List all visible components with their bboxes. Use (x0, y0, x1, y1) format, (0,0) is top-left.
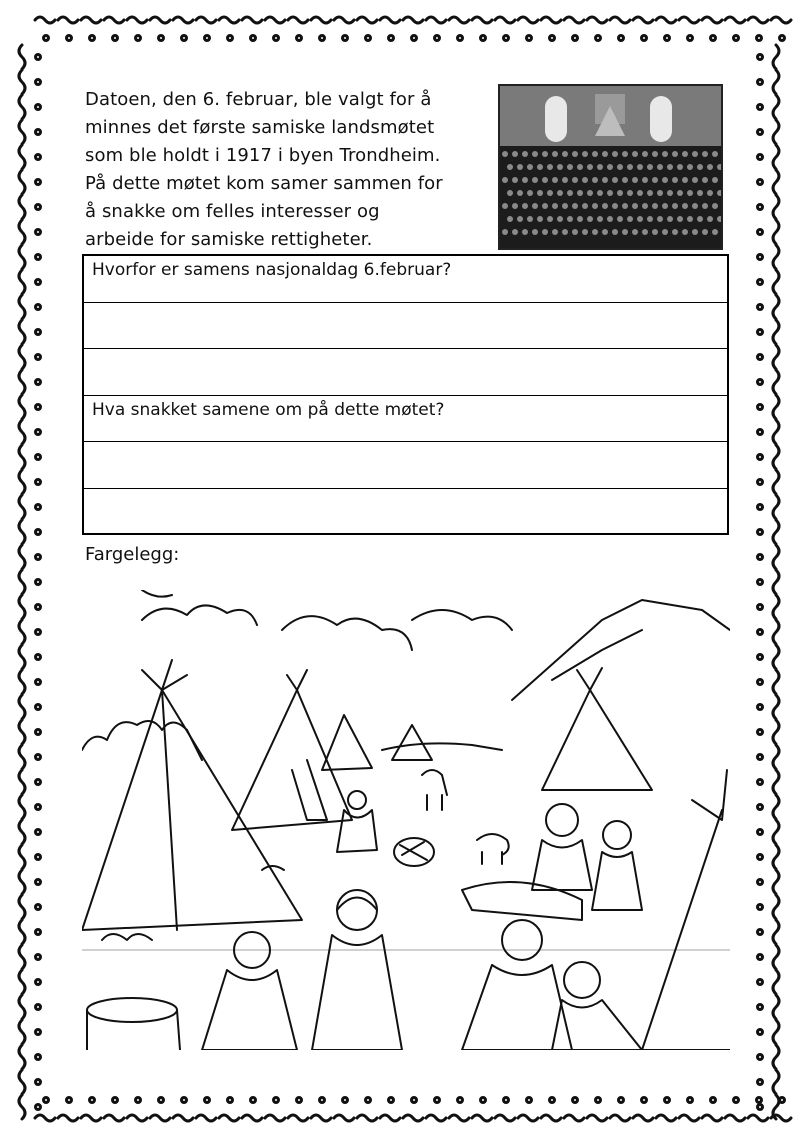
sami-camp-coloring-illustration-icon (82, 590, 730, 1050)
answer-line[interactable] (84, 303, 727, 350)
intro-paragraph: Datoen, den 6. februar, ble valgt for å minnes det første samiske landsmøtet som ble holdt i 1917 i byen Trondheim. På dette møtet kom samer sammen for å snakke om felles interesser og arbeide for samiske rettigheter. (85, 89, 443, 250)
question-table (82, 254, 729, 535)
answer-line[interactable] (84, 442, 727, 489)
answer-line[interactable] (84, 489, 727, 536)
answer-line[interactable] (84, 349, 727, 396)
coloring-label: Fargelegg: (85, 544, 180, 565)
question-row[interactable]: Hva snakket samene om på dette møtet? (84, 396, 727, 443)
question-row[interactable]: Hvorfor er samens nasjonaldag 6.februar? (84, 256, 727, 303)
historic-meeting-photo-icon (498, 84, 723, 250)
